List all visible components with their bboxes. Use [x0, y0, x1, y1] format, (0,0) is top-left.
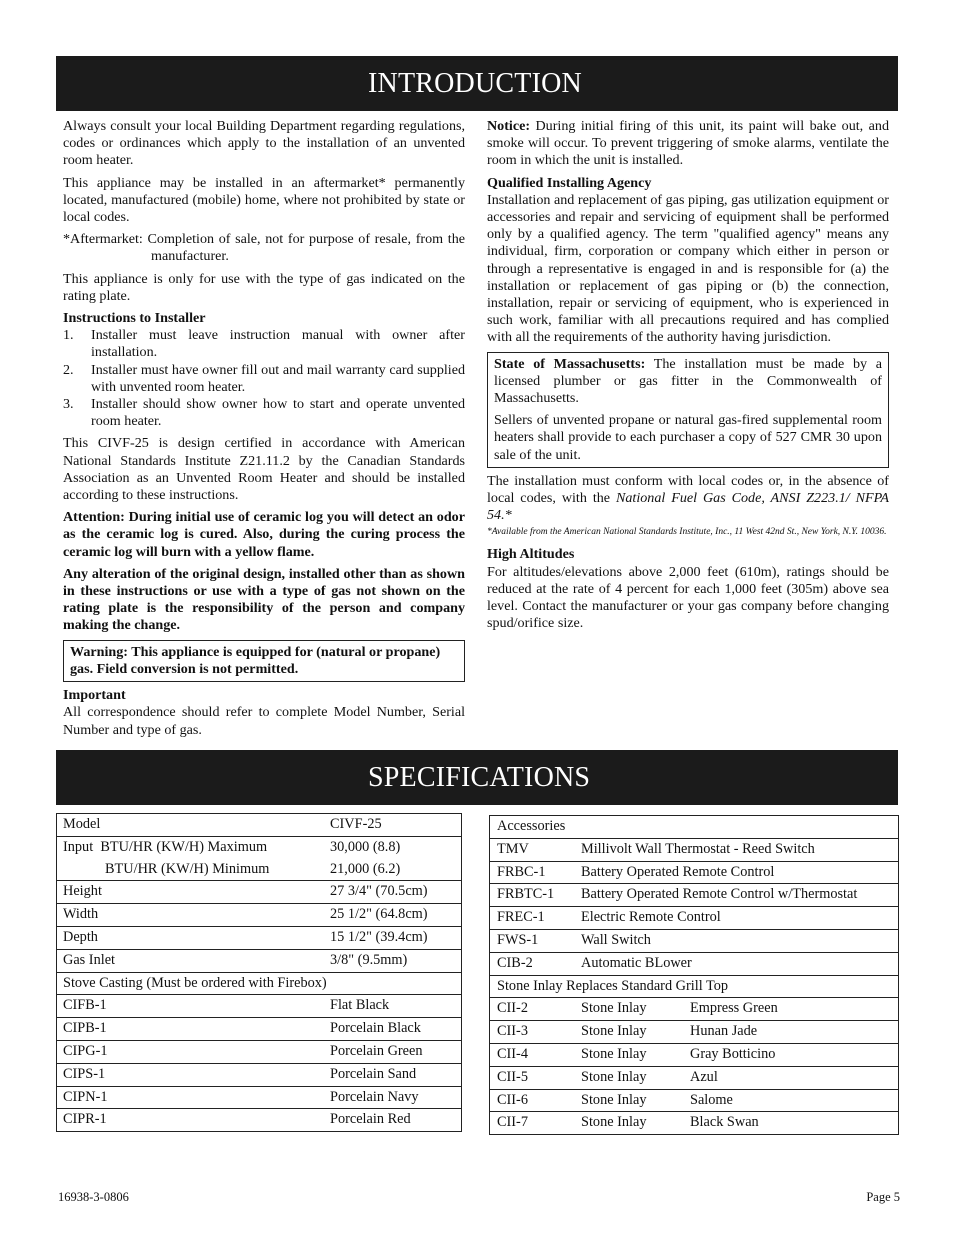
spec-value: 25 1/2" (64.8cm) — [330, 906, 428, 923]
accessory-code: CIB-2 — [497, 954, 533, 971]
table-row — [57, 903, 461, 926]
table-row — [490, 906, 898, 929]
table-row — [490, 1111, 898, 1134]
list-item — [63, 362, 465, 396]
massachusetts-text: The installation must be made by a licensed plumber or gas fitter in the Commonwealth of Massachusetts. — [494, 355, 882, 407]
massachusetts-paragraph — [494, 356, 882, 408]
intro-paragraph: This appliance may be installed in an aftermarket* permanently located, manufactured (mobile) home, where not prohibited by state or local codes. — [63, 174, 465, 226]
specifications-banner — [56, 750, 898, 805]
warning-box: Warning: This appliance is equipped for (natural or propane) gas. Field conversion is not permitted. — [63, 640, 465, 682]
table-row — [57, 859, 461, 881]
accessory-desc: Stone Inlay — [581, 1114, 647, 1131]
accessory-code: CII-7 — [497, 1114, 528, 1131]
table-row — [57, 1108, 461, 1131]
installer-heading: Instructions to Installer — [63, 310, 206, 327]
spec-value: 21,000 (6.2) — [330, 860, 401, 877]
intro-paragraph: Always consult your local Building Department regarding regulations, codes or ordinances which apply to the installation of an unvented room heater. — [63, 118, 465, 169]
accessory-desc: Stone Inlay — [581, 1045, 647, 1062]
spec-label: CIPR-1 — [63, 1111, 107, 1128]
table-row — [490, 1043, 898, 1066]
table-row — [57, 836, 461, 859]
table-row — [57, 994, 461, 1017]
list-text: Installer should show owner how to start and operate unvented room heater. — [91, 396, 465, 430]
spec-label: Depth — [63, 928, 98, 945]
table-row — [490, 975, 898, 998]
accessory-code: FREC-1 — [497, 909, 545, 926]
list-text: Installer must have owner fill out and mail warranty card supplied with unvented room heater. — [91, 361, 465, 395]
alteration-paragraph: Any alteration of the original design, installed other than as shown in these instructions or use with a type of gas not shown on the rating plate is the responsibility of the person and company making the change. — [63, 565, 465, 634]
list-item — [63, 396, 465, 430]
table-row — [57, 1017, 461, 1040]
accessory-code: FRBC-1 — [497, 863, 546, 880]
accessory-heading: Accessories — [497, 818, 566, 834]
introduction-title: INTRODUCTION — [368, 68, 582, 99]
accessory-code: CII-5 — [497, 1068, 528, 1085]
spec-value: CIVF-25 — [330, 816, 382, 832]
accessory-desc: Stone Inlay — [581, 1023, 647, 1040]
accessory-desc: Stone Inlay — [581, 1000, 647, 1017]
accessory-desc: Millivolt Wall Thermostat - Reed Switch — [581, 840, 815, 857]
table-row — [57, 880, 461, 903]
introduction-banner — [56, 56, 898, 111]
list-number: 3. — [63, 396, 74, 413]
list-number: 2. — [63, 361, 74, 378]
spec-label: Input BTU/HR (KW/H) Maximum — [63, 838, 268, 855]
accessory-code: CII-3 — [497, 1023, 528, 1040]
table-row — [57, 972, 461, 995]
table-row — [57, 1063, 461, 1086]
accessory-desc: Automatic BLower — [581, 954, 692, 971]
accessory-code: TMV — [497, 840, 529, 857]
sellers-paragraph: Sellers of unvented propane or natural gas-fired supplemental room heaters shall provide to each purchaser a copy of 527 CMR 30 upon sale of the unit. — [494, 412, 882, 463]
table-row — [57, 949, 461, 972]
spec-value: 30,000 (8.8) — [330, 838, 401, 855]
accessory-code: FWS-1 — [497, 931, 539, 948]
accessory-desc: Stone Inlay — [581, 1091, 647, 1108]
spec-value: 27 3/4" (70.5cm) — [330, 883, 428, 900]
installer-list — [63, 327, 465, 430]
accessory-code: CII-2 — [497, 1000, 528, 1017]
massachusetts-label: State of Massachusetts: — [494, 355, 646, 372]
accessory-color: Black Swan — [690, 1114, 759, 1131]
spec-value: Porcelain Black — [330, 1020, 421, 1037]
spec-label: Model — [63, 816, 101, 832]
spec-value: Porcelain Navy — [330, 1088, 419, 1105]
spec-label: CIPB-1 — [63, 1020, 107, 1037]
accessory-color: Azul — [690, 1068, 718, 1085]
intro-right-column — [487, 118, 889, 637]
spec-value: Porcelain Green — [330, 1042, 423, 1059]
accessory-subheading: Stone Inlay Replaces Standard Grill Top — [497, 977, 729, 994]
important-paragraph: All correspondence should refer to complete Model Number, Serial Number and type of gas. — [63, 704, 465, 738]
codes-italic: National Fuel Gas Code, ANSI Z223.1/ NFPA 54.* — [487, 490, 890, 524]
codes-paragraph — [487, 473, 889, 525]
table-row — [490, 816, 898, 838]
accessory-desc: Battery Operated Remote Control — [581, 863, 775, 880]
table-row — [490, 883, 898, 906]
table-row — [490, 1020, 898, 1043]
spec-value: 3/8" (9.5mm) — [330, 951, 408, 968]
table-row — [57, 814, 461, 836]
accessory-color: Salome — [690, 1091, 733, 1108]
table-row — [57, 1040, 461, 1063]
aftermarket-note: *Aftermarket: Completion of sale, not for purpose of resale, from the manufacturer. — [63, 231, 465, 265]
table-row — [490, 1066, 898, 1089]
table-row — [57, 1086, 461, 1109]
spec-label: CIPS-1 — [63, 1065, 106, 1082]
table-row — [490, 952, 898, 975]
spec-value: 15 1/2" (39.4cm) — [330, 928, 428, 945]
accessory-desc: Battery Operated Remote Control w/Thermostat — [581, 886, 858, 903]
spec-label: CIPG-1 — [63, 1042, 108, 1059]
accessory-color: Empress Green — [690, 1000, 778, 1017]
accessory-color: Hunan Jade — [690, 1023, 758, 1040]
accessory-color: Gray Botticino — [690, 1045, 776, 1062]
massachusetts-box — [487, 352, 889, 468]
accessory-code: CII-6 — [497, 1091, 528, 1108]
document-number: 16938-3-0806 — [58, 1190, 129, 1204]
list-number: 1. — [63, 327, 74, 344]
spec-value: Flat Black — [330, 997, 390, 1014]
accessory-desc: Stone Inlay — [581, 1068, 647, 1085]
altitudes-heading: High Altitudes — [487, 546, 575, 563]
table-row — [490, 997, 898, 1020]
table-row — [490, 861, 898, 884]
spec-label: BTU/HR (KW/H) Minimum — [105, 860, 270, 877]
spec-label: CIFB-1 — [63, 997, 107, 1014]
specifications-table — [56, 813, 462, 1132]
table-row — [490, 929, 898, 952]
notice-text: During initial firing of this unit, its paint will bake out, and smoke will occur. To prevent triggering of smoke alarms, ventilate the room in which the unit is installed. — [487, 118, 889, 169]
intro-paragraph: This appliance is only for use with the type of gas indicated on the rating plate. — [63, 270, 465, 304]
spec-label: Width — [63, 906, 99, 923]
accessory-code: FRBTC-1 — [497, 886, 555, 903]
notice-label: Notice: — [487, 118, 531, 134]
certification-paragraph: This CIVF-25 is design certified in accordance with American National Standards Institute Z21.11.2 by the Canadian Standards Association as an Unvented Room Heater and should be installed according to these instructions. — [63, 435, 465, 504]
intro-left-column — [63, 118, 465, 744]
spec-label: Gas Inlet — [63, 951, 116, 968]
spec-value: Porcelain Sand — [330, 1065, 417, 1082]
page-number: Page 5 — [866, 1190, 900, 1204]
accessory-desc: Electric Remote Control — [581, 909, 721, 926]
attention-paragraph: Attention: During initial use of ceramic log you will detect an odor as the ceramic log is cured. Also, during the curing process the ceramic log will burn with a yellow flame. — [63, 509, 465, 560]
accessory-code: CII-4 — [497, 1045, 528, 1062]
list-item — [63, 327, 465, 361]
footnote: *Available from the American National Standards Institute, Inc., 11 West 42nd St., New York, N.Y. 10036. — [487, 527, 887, 538]
agency-paragraph: Installation and replacement of gas piping, gas utilization equipment or accessories and repair and servicing of equipment shall be performed only by a qualified agency. The term "qualified agency" means any individual, firm, corporation or company which either in person or through a representative is engaged in and is responsible for (a) the installation or replacement of gas piping or (b) the connection, installation, repair or servicing of equipment, who is experienced in such work, familiar with all precautions required and has complied with all the requirements of the authority having jurisdiction. — [487, 191, 889, 346]
spec-label: Height — [63, 883, 102, 900]
specifications-title: SPECIFICATIONS — [368, 762, 591, 793]
list-text: Installer must leave instruction manual with owner after installation. — [91, 327, 465, 361]
spec-label: CIPN-1 — [63, 1088, 108, 1105]
important-heading: Important — [63, 687, 126, 704]
notice-paragraph — [487, 118, 889, 170]
accessory-desc: Wall Switch — [581, 931, 651, 948]
accessories-table — [489, 815, 899, 1135]
spec-label: Stove Casting (Must be ordered with Firebox) — [63, 974, 327, 991]
table-row — [490, 838, 898, 861]
agency-heading: Qualified Installing Agency — [487, 174, 652, 191]
altitudes-paragraph: For altitudes/elevations above 2,000 feet (610m), ratings should be reduced at the rate of 4 percent for each 1,000 feet (305m) above sea level. Contact the manufacturer or your gas company before changing spud/orifice size. — [487, 563, 889, 632]
codes-text: The installation must conform with local codes or, in the absence of local codes, with the — [487, 472, 889, 507]
spec-value: Porcelain Red — [330, 1111, 411, 1128]
table-row — [490, 1089, 898, 1112]
table-row — [57, 926, 461, 949]
